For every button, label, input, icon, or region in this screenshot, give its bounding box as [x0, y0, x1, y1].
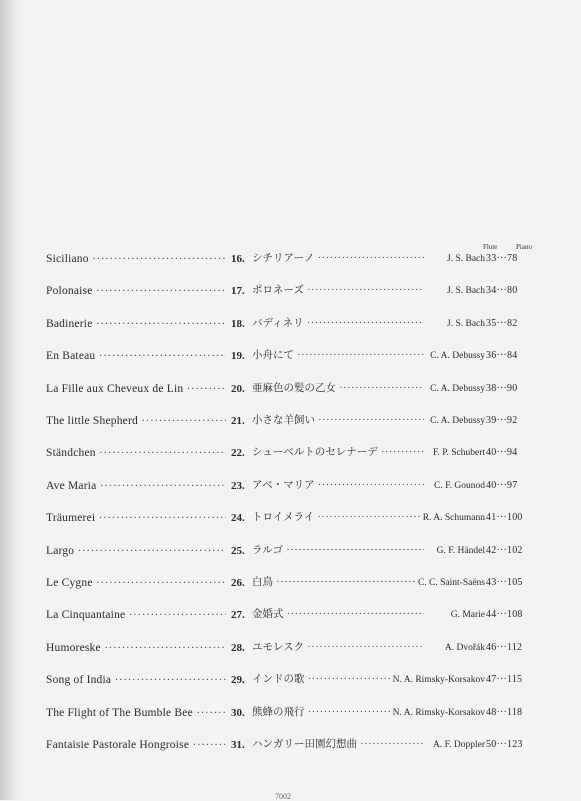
composer: N. A. Rimsky-Korsakov: [390, 672, 485, 688]
flute-page: 33: [486, 253, 497, 264]
composer: G. Marie: [448, 607, 485, 623]
japanese-title: シチリアーノ ·····: [252, 251, 424, 267]
page-numbers: [486, 737, 523, 753]
entry-number: 20.: [231, 382, 245, 395]
flute-page: 36: [486, 350, 497, 362]
page-separator: ···: [496, 641, 507, 653]
toc-entry: [0, 737, 581, 753]
english-title: Largo ·····: [46, 543, 226, 559]
toc-entry: [0, 316, 581, 332]
flute-page: 39: [486, 415, 497, 426]
toc-entry: [0, 672, 581, 688]
entry-number: 22.: [231, 447, 245, 460]
piano-page: 100: [507, 512, 523, 524]
page-separator: ···: [496, 577, 507, 588]
page-numbers: [486, 381, 517, 397]
composer: A. F. Doppler: [430, 737, 485, 753]
english-title: Polonaise ·····: [46, 283, 226, 299]
page-numbers: [486, 705, 522, 721]
flute-page: 47: [486, 674, 497, 686]
piano-page: 92: [507, 415, 518, 426]
entry-number: 29.: [231, 674, 245, 687]
flute-page: 40: [486, 479, 497, 491]
page-separator: ···: [496, 609, 507, 621]
toc-entry: [0, 705, 581, 721]
page-separator: ···: [496, 447, 507, 459]
flute-page: 48: [486, 706, 497, 718]
toc-entry: [0, 607, 581, 623]
flute-page: 35: [486, 317, 497, 329]
flute-page: 43: [486, 577, 497, 588]
toc-entry: [0, 510, 581, 526]
entry-number: 23.: [231, 479, 245, 492]
page-separator: ···: [496, 415, 507, 426]
entry-number: 16.: [231, 253, 245, 265]
flute-page: 34: [486, 285, 497, 297]
english-title: La Cinquantaine ·····: [46, 607, 226, 623]
page-footer-number: 7002: [275, 792, 291, 801]
japanese-title: 白鳥 ·····: [252, 575, 424, 591]
composer: C. A. Debussy: [427, 381, 485, 397]
page-numbers: [486, 575, 523, 591]
composer: C. A. Debussy: [427, 413, 485, 429]
page-numbers: [486, 478, 517, 494]
toc-entry: [0, 413, 581, 429]
page-numbers: [486, 445, 517, 461]
english-title: Träumerei ·····: [46, 510, 226, 526]
entry-number: 19.: [231, 350, 245, 363]
english-title: La Fille aux Cheveux de Lin ·····: [46, 381, 226, 397]
flute-column-header: Flute: [483, 243, 498, 251]
entry-number: 18.: [231, 317, 245, 330]
piano-page: 80: [507, 285, 518, 297]
flute-page: 50: [486, 739, 497, 750]
page-separator: ···: [496, 706, 507, 718]
japanese-title: 小舟にて ·····: [252, 348, 424, 364]
entry-number: 28.: [231, 641, 245, 654]
composer: R. A. Schumann: [420, 510, 485, 526]
entry-number: 31.: [231, 739, 245, 751]
english-title: Song of India ·····: [46, 672, 226, 688]
english-title: Badinerie ·····: [46, 316, 226, 332]
flute-page: 38: [486, 382, 497, 394]
piano-page: 118: [507, 706, 523, 718]
page-separator: ···: [496, 382, 507, 394]
composer: C. F. Gounod: [431, 478, 485, 494]
composer: F. P. Schubert: [430, 445, 485, 461]
page-separator: ···: [496, 674, 507, 686]
piano-page: 108: [507, 609, 523, 621]
page-numbers: [486, 413, 517, 429]
piano-page: 123: [507, 739, 523, 750]
page-numbers: [486, 607, 523, 623]
toc-entry: [0, 251, 581, 267]
page-separator: ···: [496, 317, 507, 329]
japanese-title: 亜麻色の髪の乙女 ·····: [252, 381, 424, 397]
page-separator: ···: [496, 739, 507, 750]
entry-number: 30.: [231, 706, 245, 719]
flute-page: 46: [486, 641, 497, 653]
composer: C. C. Saint-Saëns: [415, 575, 485, 591]
piano-page: 97: [507, 479, 518, 491]
japanese-title: ポロネーズ ·····: [252, 283, 424, 299]
entry-number: 25.: [231, 544, 245, 557]
page-numbers: [486, 672, 522, 688]
japanese-title: ハンガリー田園幻想曲 ·····: [252, 737, 424, 753]
page-numbers: [486, 316, 517, 332]
japanese-title: シューベルトのセレナーデ ·····: [252, 445, 424, 461]
page-numbers: [486, 348, 517, 364]
entry-number: 21.: [231, 415, 245, 427]
japanese-title: バディネリ ·····: [252, 316, 424, 332]
piano-page: 112: [507, 641, 523, 653]
english-title: The Flight of The Bumble Bee ·····: [46, 705, 226, 721]
composer: J. S. Bach: [444, 316, 485, 332]
piano-page: 115: [507, 674, 523, 686]
english-title: Fantaisie Pastorale Hongroise ·····: [46, 737, 226, 753]
entry-number: 26.: [231, 577, 245, 589]
page-numbers: [486, 251, 517, 267]
flute-page: 40: [486, 447, 497, 459]
toc-entry: [0, 543, 581, 559]
english-title: Ständchen ·····: [46, 445, 226, 461]
piano-page: 105: [507, 577, 523, 588]
japanese-title: ユモレスク ·····: [252, 640, 424, 656]
composer: J. S. Bach: [444, 283, 485, 299]
page-separator: ···: [496, 544, 507, 556]
english-title: Le Cygne ·····: [46, 575, 226, 591]
japanese-title: トロイメライ ·····: [252, 510, 424, 526]
piano-column-header: Piano: [516, 243, 532, 251]
english-title: En Bateau ·····: [46, 348, 226, 364]
toc-entry: [0, 445, 581, 461]
piano-page: 90: [507, 382, 518, 394]
piano-page: 94: [507, 447, 518, 459]
composer: C. A. Debussy: [427, 348, 485, 364]
japanese-title: 金婚式 ·····: [252, 607, 424, 623]
page-separator: ···: [496, 285, 507, 297]
composer: J. S. Bach: [444, 251, 485, 267]
piano-page: 82: [507, 317, 518, 329]
english-title: Ave Maria ·····: [46, 478, 226, 494]
japanese-title: 熊蜂の飛行 ·····: [252, 705, 424, 721]
toc-entry: [0, 640, 581, 656]
piano-page: 102: [507, 544, 523, 556]
english-title: Siciliano ·····: [46, 251, 226, 267]
page-separator: ···: [496, 479, 507, 491]
piano-page: 78: [507, 253, 518, 264]
japanese-title: インドの歌 ·····: [252, 672, 424, 688]
japanese-title: ラルゴ ·····: [252, 543, 424, 559]
page-numbers: [486, 510, 523, 526]
japanese-title: アベ・マリア ·····: [252, 478, 424, 494]
flute-page: 41: [486, 512, 497, 524]
entry-number: 24.: [231, 512, 245, 525]
entry-number: 17.: [231, 285, 245, 298]
toc-entry: [0, 348, 581, 364]
page-separator: ···: [496, 253, 507, 264]
toc-entry: [0, 575, 581, 591]
english-title: The little Shepherd ·····: [46, 413, 226, 429]
piano-page: 84: [507, 350, 518, 362]
composer: N. A. Rimsky-Korsakov: [390, 705, 485, 721]
japanese-title: 小さな羊飼い ·····: [252, 413, 424, 429]
toc-entry: [0, 283, 581, 299]
page-separator: ···: [496, 512, 507, 524]
toc-entry: [0, 478, 581, 494]
flute-page: 44: [486, 609, 497, 621]
flute-page: 42: [486, 544, 497, 556]
page-numbers: [486, 283, 517, 299]
page-separator: ···: [496, 350, 507, 362]
composer: G. F. Händel: [434, 543, 485, 559]
page-numbers: [486, 640, 522, 656]
entry-number: 27.: [231, 609, 245, 622]
english-title: Humoreske ·····: [46, 640, 226, 656]
composer: A. Dvořák: [442, 640, 485, 656]
page-numbers: [486, 543, 523, 559]
toc-entry: [0, 381, 581, 397]
